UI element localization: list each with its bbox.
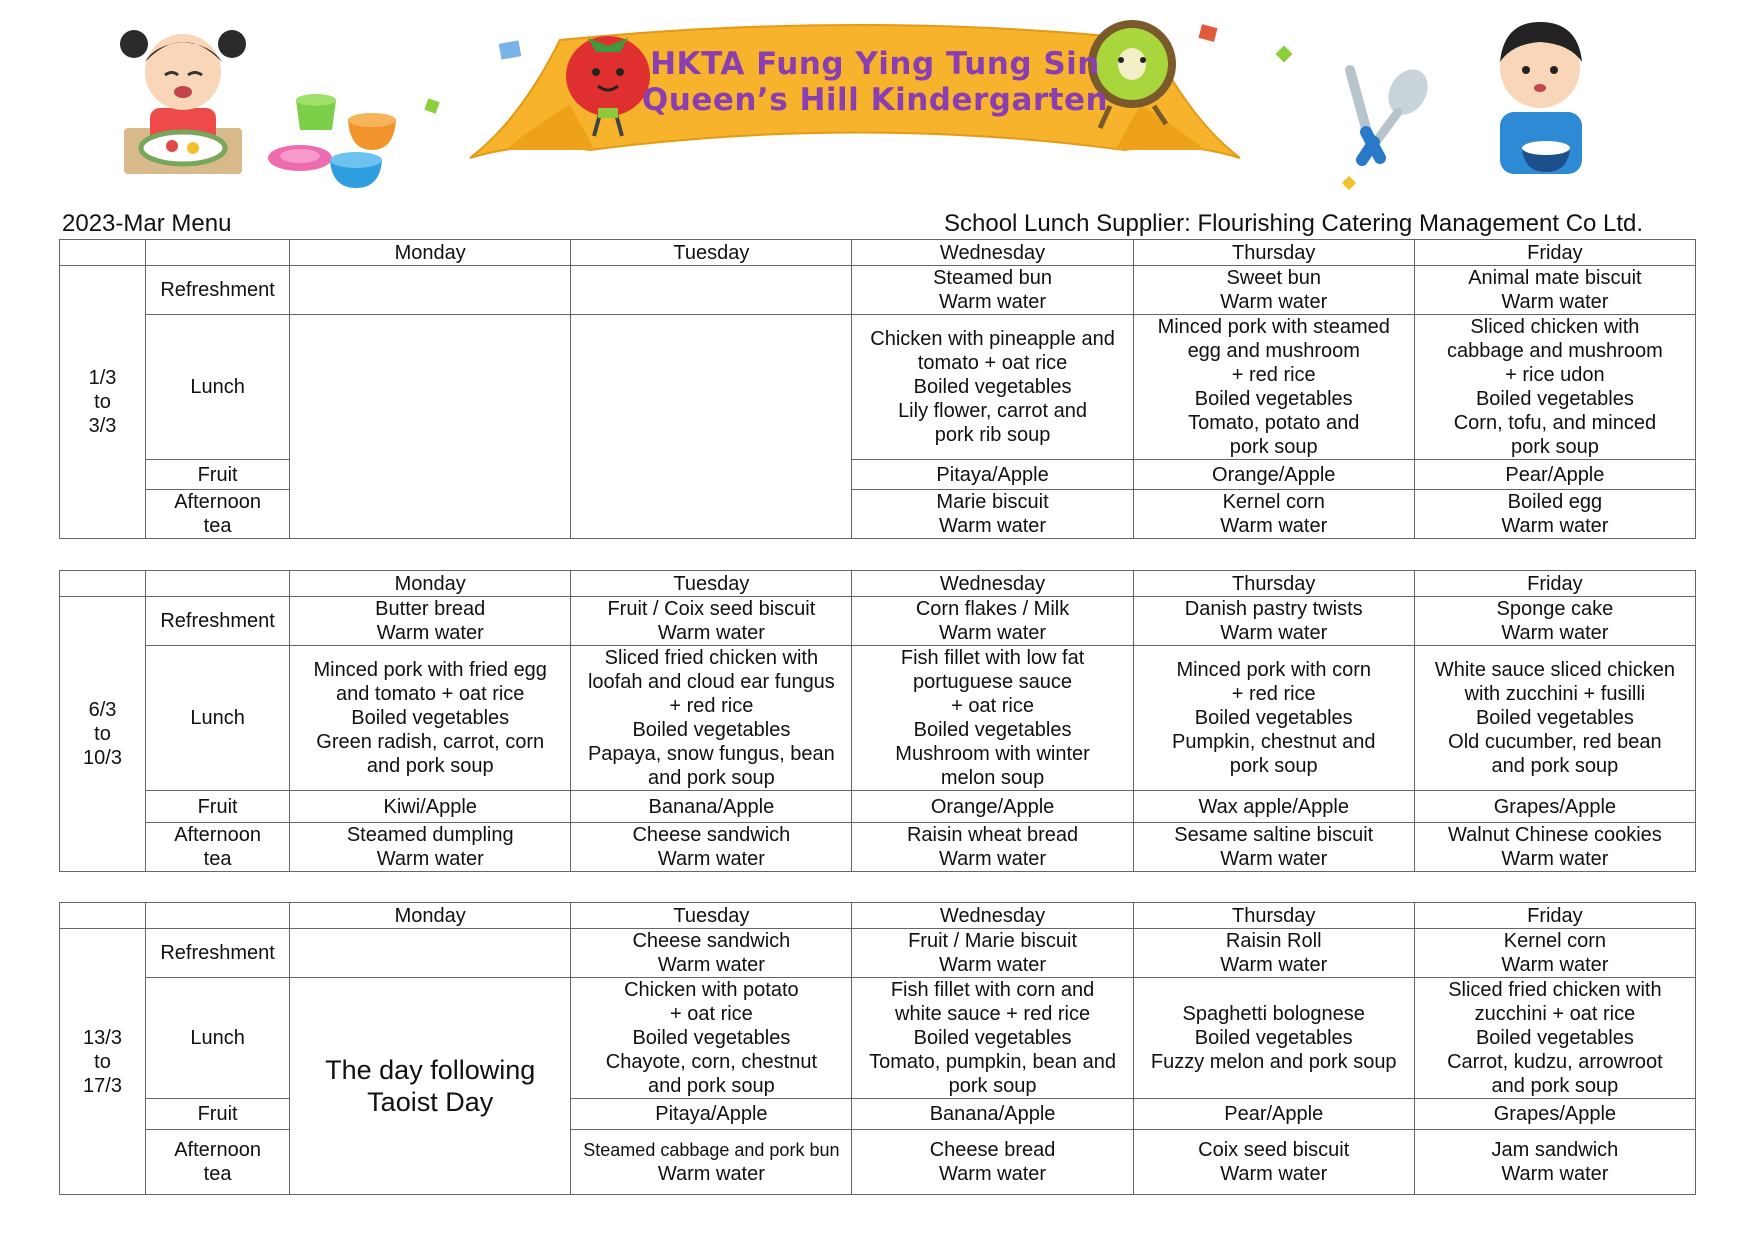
menu-cell-line: Pear/Apple <box>1505 463 1605 486</box>
menu-cell-line: Sliced fried chicken with <box>604 647 819 669</box>
menu-cell-line: + red rice <box>1231 683 1316 705</box>
menu-cell <box>1414 597 1695 646</box>
menu-cell-line: Warm water <box>1501 622 1609 644</box>
menu-cell-line: Coix seed biscuit <box>1198 1139 1350 1161</box>
menu-cell-line: melon soup <box>940 767 1045 789</box>
meal-label-line: tea <box>203 1163 232 1185</box>
date-range-cell-line: 3/3 <box>88 415 117 437</box>
menu-cell-line: and tomato + oat rice <box>335 683 525 705</box>
menu-cell <box>571 791 852 823</box>
holiday-note-line: The day following <box>325 1055 536 1085</box>
menu-cell-line: Carrot, kudzu, arrowroot <box>1447 1051 1663 1073</box>
menu-cell-line: Warm water <box>657 1163 765 1185</box>
menu-cell-line: Steamed cabbage and pork bun <box>583 1140 840 1160</box>
menu-cell-line: Warm water <box>657 622 765 644</box>
menu-title: 2023-Mar Menu <box>62 210 232 237</box>
menu-cell-line: Warm water <box>1501 954 1609 976</box>
meal-label: Refreshment <box>146 266 290 315</box>
menu-cell <box>852 978 1133 1099</box>
menu-cell-line: and pork soup <box>648 767 775 789</box>
header-banner <box>0 0 1755 210</box>
menu-cell <box>571 929 852 978</box>
menu-cell <box>1133 315 1414 460</box>
menu-cell-line: + oat rice <box>669 1003 753 1025</box>
supplier-text: School Lunch Supplier: Flourishing Catering Management Co Ltd. <box>944 210 1644 237</box>
empty-day-cell <box>571 315 852 539</box>
menu-cell-line: Green radish, carrot, corn <box>316 731 545 753</box>
menu-cell-line: Pitaya/Apple <box>655 1103 768 1125</box>
menu-cell-line: pork soup <box>948 1075 1037 1097</box>
menu-cell-line: Boiled vegetables <box>351 707 510 729</box>
menu-cell-line: Boiled egg <box>1507 491 1603 513</box>
menu-cell-line: Cheese bread <box>929 1139 1056 1161</box>
meal-label: Refreshment <box>146 597 290 646</box>
menu-cell-line: Warm water <box>657 848 765 870</box>
meal-label-line: Afternoon <box>174 491 261 513</box>
table-row <box>60 646 1696 791</box>
menu-cell-line: Boiled vegetables <box>1194 707 1353 729</box>
menu-cell-line: Sliced chicken with <box>1470 316 1640 338</box>
meal-label: Fruit <box>146 1099 290 1130</box>
menu-cell-line: Chicken with pineapple and <box>870 328 1115 350</box>
menu-cell-line: Warm water <box>939 291 1047 313</box>
menu-cell-line: portuguese sauce <box>913 671 1073 693</box>
week-table <box>59 902 1696 1195</box>
date-range-cell <box>60 266 146 539</box>
menu-cell <box>852 929 1133 978</box>
meal-label: Fruit <box>146 460 290 490</box>
menu-cell <box>852 490 1133 539</box>
menu-cell <box>1133 646 1414 791</box>
day-header: Wednesday <box>852 571 1133 597</box>
menu-cell-line: Spaghetti bolognese <box>1182 1003 1365 1025</box>
meal-label-line: Afternoon <box>174 824 261 846</box>
date-range-cell-line: 10/3 <box>83 747 122 769</box>
menu-cell-line: Warm water <box>1220 848 1328 870</box>
date-range-cell-line: 6/3 <box>88 699 117 721</box>
menu-cell-line: Boiled vegetables <box>1194 388 1353 410</box>
menu-cell <box>1414 1099 1695 1130</box>
menu-cell-line: Tomato, pumpkin, bean and <box>869 1051 1116 1073</box>
day-header: Monday <box>290 240 571 266</box>
menu-cell-line: Mushroom with winter <box>895 743 1090 765</box>
menu-cell-line: and pork soup <box>648 1075 775 1097</box>
menu-cell <box>1414 490 1695 539</box>
menu-cell-line: cabbage and mushroom <box>1447 340 1663 362</box>
date-range-cell-line: to <box>94 1050 111 1073</box>
menu-cell-line: Grapes/Apple <box>1493 1103 1617 1125</box>
menu-cell-line: Minced pork with steamed <box>1157 316 1390 338</box>
menu-cell <box>571 978 852 1099</box>
menu-cell-line: Corn, tofu, and minced <box>1453 412 1657 434</box>
menu-cell <box>571 266 852 315</box>
menu-cell <box>1133 1130 1414 1195</box>
meal-label <box>146 823 290 872</box>
menu-cell-line: Tomato, potato and <box>1188 412 1360 434</box>
table-row <box>60 315 1696 460</box>
menu-cell-line: Sliced fried chicken with <box>1448 979 1662 1001</box>
menu-cell <box>852 1130 1133 1195</box>
menu-cell <box>1133 597 1414 646</box>
menu-cell-line: Fruit / Coix seed biscuit <box>607 598 816 620</box>
menu-cell-line: Warm water <box>1220 291 1328 313</box>
menu-cell-line: egg and mushroom <box>1187 340 1360 362</box>
menu-cell <box>571 1130 852 1195</box>
menu-cell-line: Warm water <box>1220 515 1328 537</box>
menu-cell-line: Fish fillet with low fat <box>900 647 1085 669</box>
menu-cell-line: Corn flakes / Milk <box>915 598 1070 620</box>
menu-cell-line: pork soup <box>1229 436 1318 458</box>
girl-eating-icon <box>120 30 246 174</box>
meal-label: Fruit <box>146 791 290 823</box>
day-header: Tuesday <box>571 240 852 266</box>
menu-cell <box>1414 315 1695 460</box>
menu-cell <box>571 646 852 791</box>
menu-cell-line: White sauce sliced chicken <box>1434 659 1675 681</box>
corner-cell <box>146 903 290 929</box>
menu-cell-line: Boiled vegetables <box>632 1027 791 1049</box>
menu-cell <box>852 1099 1133 1130</box>
menu-cell-line: pork rib soup <box>934 424 1051 446</box>
menu-cell-line: Fruit / Marie biscuit <box>908 930 1078 952</box>
menu-cell <box>1133 266 1414 315</box>
menu-cell-line: Fish fillet with corn and <box>890 979 1095 1001</box>
day-header: Monday <box>290 903 571 929</box>
menu-cell-line: Warm water <box>1501 291 1609 313</box>
holiday-note-line: Taoist Day <box>367 1087 494 1117</box>
cups-and-plates-icon <box>268 94 396 188</box>
menu-cell-line: Warm water <box>376 848 484 870</box>
menu-cell-line: + red rice <box>1231 364 1316 386</box>
table-row <box>60 823 1696 872</box>
menu-cell-line: Raisin Roll <box>1225 930 1322 952</box>
boy-eating-icon <box>1500 22 1582 174</box>
menu-cell-line: Pumpkin, chestnut and <box>1171 731 1376 753</box>
menu-cell <box>290 929 571 978</box>
menu-cell <box>1414 1130 1695 1195</box>
menu-cell-line: Boiled vegetables <box>1194 1027 1353 1049</box>
menu-cell <box>1414 823 1695 872</box>
menu-cell <box>1133 1099 1414 1130</box>
menu-cell-line: pork soup <box>1229 755 1318 777</box>
table-row <box>60 978 1696 1099</box>
day-header: Friday <box>1414 903 1695 929</box>
menu-cell-line: Boiled vegetables <box>913 376 1072 398</box>
date-range-cell-line: 13/3 <box>83 1026 122 1049</box>
menu-cell <box>1133 490 1414 539</box>
corner-cell <box>60 903 146 929</box>
week-table <box>59 570 1696 872</box>
date-range-cell-line: to <box>94 723 111 745</box>
date-range-cell <box>60 597 146 872</box>
menu-cell-line: Raisin wheat bread <box>906 824 1079 846</box>
menu-cell <box>290 266 571 315</box>
menu-cell-line: Warm water <box>939 515 1047 537</box>
menu-cell <box>571 823 852 872</box>
day-header: Wednesday <box>852 240 1133 266</box>
meal-label: Lunch <box>146 315 290 460</box>
day-header: Friday <box>1414 571 1695 597</box>
menu-cell-line: pork soup <box>1510 436 1599 458</box>
menu-cell-line: and pork soup <box>1491 755 1619 777</box>
menu-cell <box>852 597 1133 646</box>
menu-cell-line: Cheese sandwich <box>632 824 791 846</box>
menu-cell-line: Cheese sandwich <box>632 930 791 952</box>
menu-cell-line: Warm water <box>1220 622 1328 644</box>
menu-cell-line: Pitaya/Apple <box>936 463 1049 486</box>
menu-cell-line: Orange/Apple <box>1212 463 1336 486</box>
day-header: Wednesday <box>852 903 1133 929</box>
fork-and-spoon-icon <box>1350 62 1436 160</box>
menu-cell <box>290 823 571 872</box>
menu-cell-line: and pork soup <box>1491 1075 1619 1097</box>
corner-cell <box>146 571 290 597</box>
menu-cell-line: Steamed bun <box>933 267 1053 289</box>
menu-cell-line: Boiled vegetables <box>1475 707 1634 729</box>
day-header: Thursday <box>1133 240 1414 266</box>
menu-cell-line: Warm water <box>939 954 1047 976</box>
day-header: Tuesday <box>571 571 852 597</box>
menu-cell-line: Grapes/Apple <box>1493 795 1617 818</box>
date-range-cell-line: 1/3 <box>88 367 117 389</box>
table-row <box>60 597 1696 646</box>
school-name-line-1: HKTA Fung Ying Tung Sin <box>650 46 1100 82</box>
menu-cell <box>290 646 571 791</box>
week-table <box>59 239 1696 539</box>
menu-cell-line: Warm water <box>1501 848 1609 870</box>
day-header: Tuesday <box>571 903 852 929</box>
meal-label-line: tea <box>203 515 232 537</box>
date-range-cell <box>60 929 146 1195</box>
menu-cell-line: Boiled vegetables <box>632 719 791 741</box>
menu-cell <box>571 597 852 646</box>
menu-cell-line: Steamed dumpling <box>346 824 514 846</box>
corner-cell <box>60 571 146 597</box>
menu-cell-line: Warm water <box>657 954 765 976</box>
menu-cell-line: Papaya, snow fungus, bean <box>587 743 835 765</box>
menu-cell-line: Boiled vegetables <box>1475 1027 1634 1049</box>
date-range-cell-line: to <box>94 391 111 413</box>
menu-cell <box>290 791 571 823</box>
holiday-note <box>290 978 571 1195</box>
menu-cell-line: Walnut Chinese cookies <box>1448 824 1662 846</box>
menu-cell-line: Minced pork with fried egg <box>313 659 547 681</box>
menu-cell-line: Boiled vegetables <box>1475 388 1634 410</box>
menu-cell-line: zucchini + oat rice <box>1474 1003 1636 1025</box>
table-header-row <box>60 903 1696 929</box>
menu-cell-line: Minced pork with corn <box>1176 659 1371 681</box>
menu-cell-line: Kiwi/Apple <box>383 795 477 818</box>
menu-cell <box>852 315 1133 460</box>
menu-cell-line: tomato + oat rice <box>917 352 1068 374</box>
menu-cell-line: Sponge cake <box>1496 598 1614 620</box>
menu-cell <box>852 823 1133 872</box>
menu-cell <box>1414 791 1695 823</box>
menu-cell <box>1133 791 1414 823</box>
table-row <box>60 791 1696 823</box>
menu-cell-line: Warm water <box>1501 1163 1609 1185</box>
meal-label <box>146 1130 290 1195</box>
menu-cell <box>1133 460 1414 490</box>
menu-cell-line: Orange/Apple <box>930 795 1055 818</box>
school-name-line-2: Queen’s Hill Kindergarten <box>641 82 1109 118</box>
menu-cell <box>1133 978 1414 1099</box>
corner-cell <box>60 240 146 266</box>
menu-cell <box>1414 266 1695 315</box>
day-header: Thursday <box>1133 571 1414 597</box>
menu-cell-line: Wax apple/Apple <box>1198 795 1349 818</box>
menu-cell <box>1133 823 1414 872</box>
date-range-cell-line: 17/3 <box>83 1074 122 1097</box>
meal-label: Refreshment <box>146 929 290 978</box>
menu-cell-line: Chicken with potato <box>624 979 799 1001</box>
menu-cell-line: Sweet bun <box>1226 267 1321 289</box>
menu-cell-line: + red rice <box>669 695 754 717</box>
menu-cell-line: Fuzzy melon and pork soup <box>1150 1051 1397 1073</box>
menu-cell <box>852 791 1133 823</box>
empty-day-cell <box>290 315 571 539</box>
corner-cell <box>146 240 290 266</box>
menu-cell-line: Sesame saltine biscuit <box>1174 824 1374 846</box>
menu-cell-line: Animal mate biscuit <box>1468 267 1642 289</box>
menu-cell-line: Warm water <box>939 622 1047 644</box>
menu-cell-line: Kernel corn <box>1503 930 1607 952</box>
menu-cell-line: Kernel corn <box>1222 491 1325 513</box>
table-row <box>60 266 1696 315</box>
menu-cell-line: and pork soup <box>366 755 494 777</box>
meal-label-line: Afternoon <box>174 1139 261 1161</box>
menu-cell-line: Banana/Apple <box>648 795 775 818</box>
menu-cell-line: white sauce + red rice <box>895 1003 1091 1025</box>
menu-cell <box>852 646 1133 791</box>
menu-cell <box>1414 460 1695 490</box>
meal-label-line: tea <box>203 848 232 870</box>
day-header: Monday <box>290 571 571 597</box>
menu-cell <box>1414 646 1695 791</box>
menu-cell <box>571 1099 852 1130</box>
menu-cell <box>1414 978 1695 1099</box>
menu-cell-line: Lily flower, carrot and <box>898 400 1088 422</box>
menu-cell <box>852 460 1133 490</box>
menu-cell-line: Warm water <box>1220 1163 1328 1185</box>
menu-cell-line: Marie biscuit <box>936 491 1049 513</box>
menu-cell <box>852 266 1133 315</box>
menu-cell-line: + oat rice <box>951 695 1034 717</box>
menu-cell-line: Banana/Apple <box>929 1103 1056 1125</box>
table-header-row <box>60 571 1696 597</box>
menu-cell-line: Butter bread <box>375 598 486 620</box>
menu-cell-line: Warm water <box>939 1163 1047 1185</box>
menu-cell <box>290 597 571 646</box>
meal-label <box>146 490 290 539</box>
menu-cell-line: Pear/Apple <box>1224 1103 1324 1125</box>
day-header: Thursday <box>1133 903 1414 929</box>
menu-cell-line: with zucchini + fusilli <box>1464 683 1646 705</box>
day-header: Friday <box>1414 240 1695 266</box>
menu-cell-line: Danish pastry twists <box>1184 598 1363 620</box>
menu-cell-line: Boiled vegetables <box>913 719 1072 741</box>
table-row <box>60 929 1696 978</box>
menu-cell <box>1414 929 1695 978</box>
table-header-row <box>60 240 1696 266</box>
menu-cell-line: Boiled vegetables <box>913 1027 1072 1049</box>
menu-cell-line: Warm water <box>939 848 1047 870</box>
menu-cell-line: Jam sandwich <box>1491 1139 1619 1161</box>
meal-label: Lunch <box>146 978 290 1099</box>
menu-cell-line: + rice udon <box>1505 364 1605 386</box>
meal-label: Lunch <box>146 646 290 791</box>
menu-cell-line: Warm water <box>376 622 484 644</box>
menu-cell-line: Warm water <box>1501 515 1609 537</box>
menu-cell-line: Chayote, corn, chestnut <box>605 1051 817 1073</box>
menu-cell-line: loofah and cloud ear fungus <box>587 671 835 693</box>
menu-cell <box>1133 929 1414 978</box>
menu-cell-line: Old cucumber, red bean <box>1448 731 1662 753</box>
menu-cell-line: Warm water <box>1220 954 1328 976</box>
